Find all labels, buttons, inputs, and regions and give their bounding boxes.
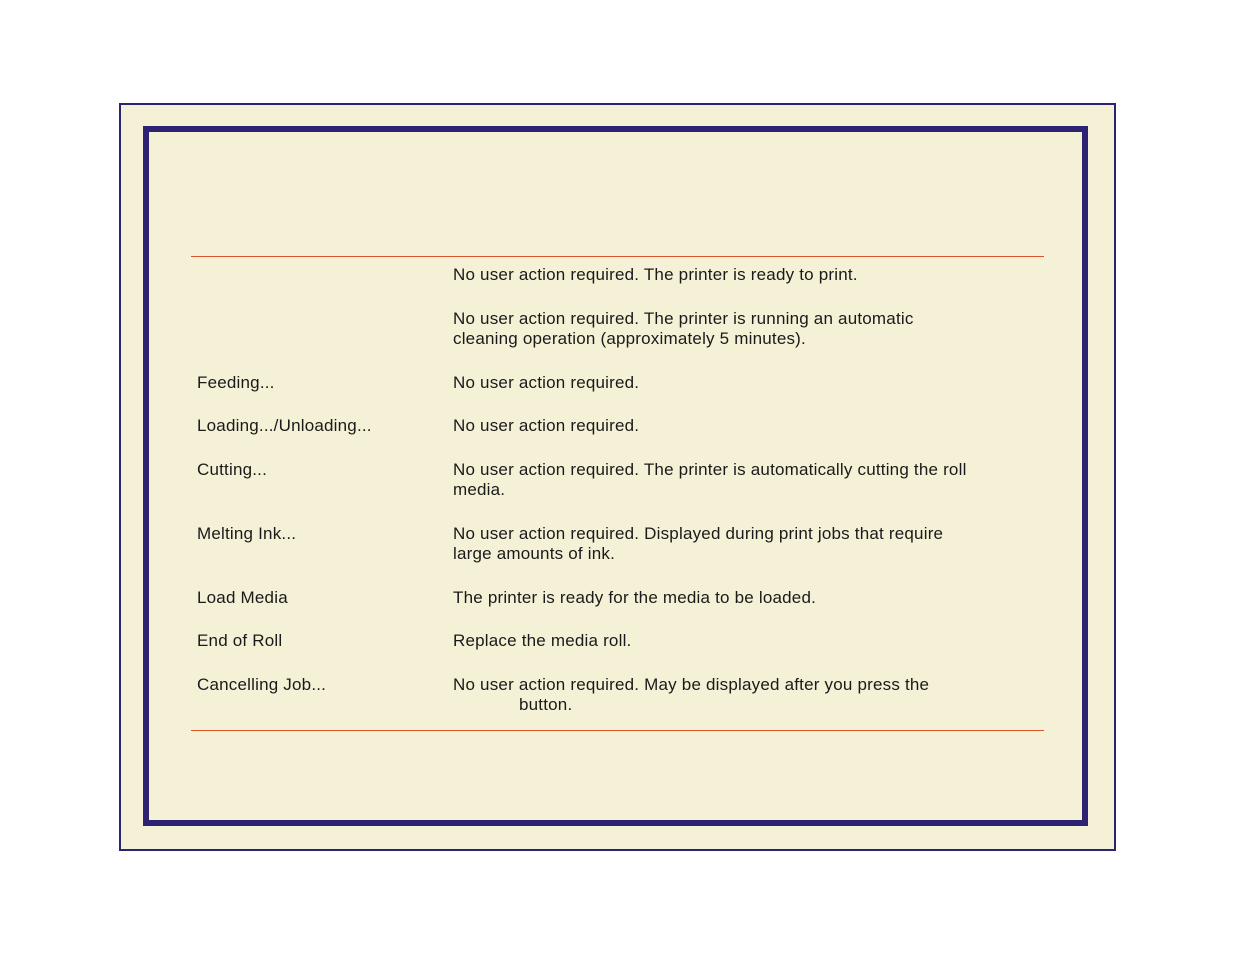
status-description — [453, 416, 1043, 436]
description-line: No user action required. May be displayed after you press the — [453, 675, 930, 694]
description-line: No user action required. The printer is automatically cutting the roll — [453, 460, 967, 479]
status-message: End of Roll — [197, 631, 283, 650]
description-line: media. — [453, 480, 506, 499]
status-description — [453, 588, 1043, 608]
status-message: Loading.../Unloading... — [197, 416, 372, 435]
status-message: Melting Ink... — [197, 524, 297, 543]
status-description — [453, 524, 1043, 564]
status-description — [453, 675, 1043, 715]
description-line: Replace the media roll. — [453, 631, 632, 650]
status-description — [453, 631, 1043, 651]
status-description — [453, 460, 1043, 500]
description-line: large amounts of ink. — [453, 544, 616, 563]
description-line: No user action required. The printer is ready to print. — [453, 265, 858, 284]
table-bottom-rule — [191, 730, 1044, 731]
description-line: No user action required. — [453, 416, 640, 435]
description-line: No user action required. Displayed during print jobs that require — [453, 524, 944, 543]
description-line: No user action required. The printer is running an automatic — [453, 309, 914, 328]
description-line: No user action required. — [453, 373, 640, 392]
status-message: Feeding... — [197, 373, 275, 392]
status-message: Load Media — [197, 588, 288, 607]
status-description — [453, 373, 1043, 393]
status-description — [453, 265, 1043, 285]
description-line: cleaning operation (approximately 5 minutes). — [453, 329, 806, 348]
description-line: The printer is ready for the media to be loaded. — [453, 588, 817, 607]
status-message: Cutting... — [197, 460, 268, 479]
status-message: Cancelling Job... — [197, 675, 327, 694]
description-line: button. — [519, 695, 573, 714]
table-top-rule — [191, 256, 1044, 257]
status-description — [453, 309, 1043, 349]
